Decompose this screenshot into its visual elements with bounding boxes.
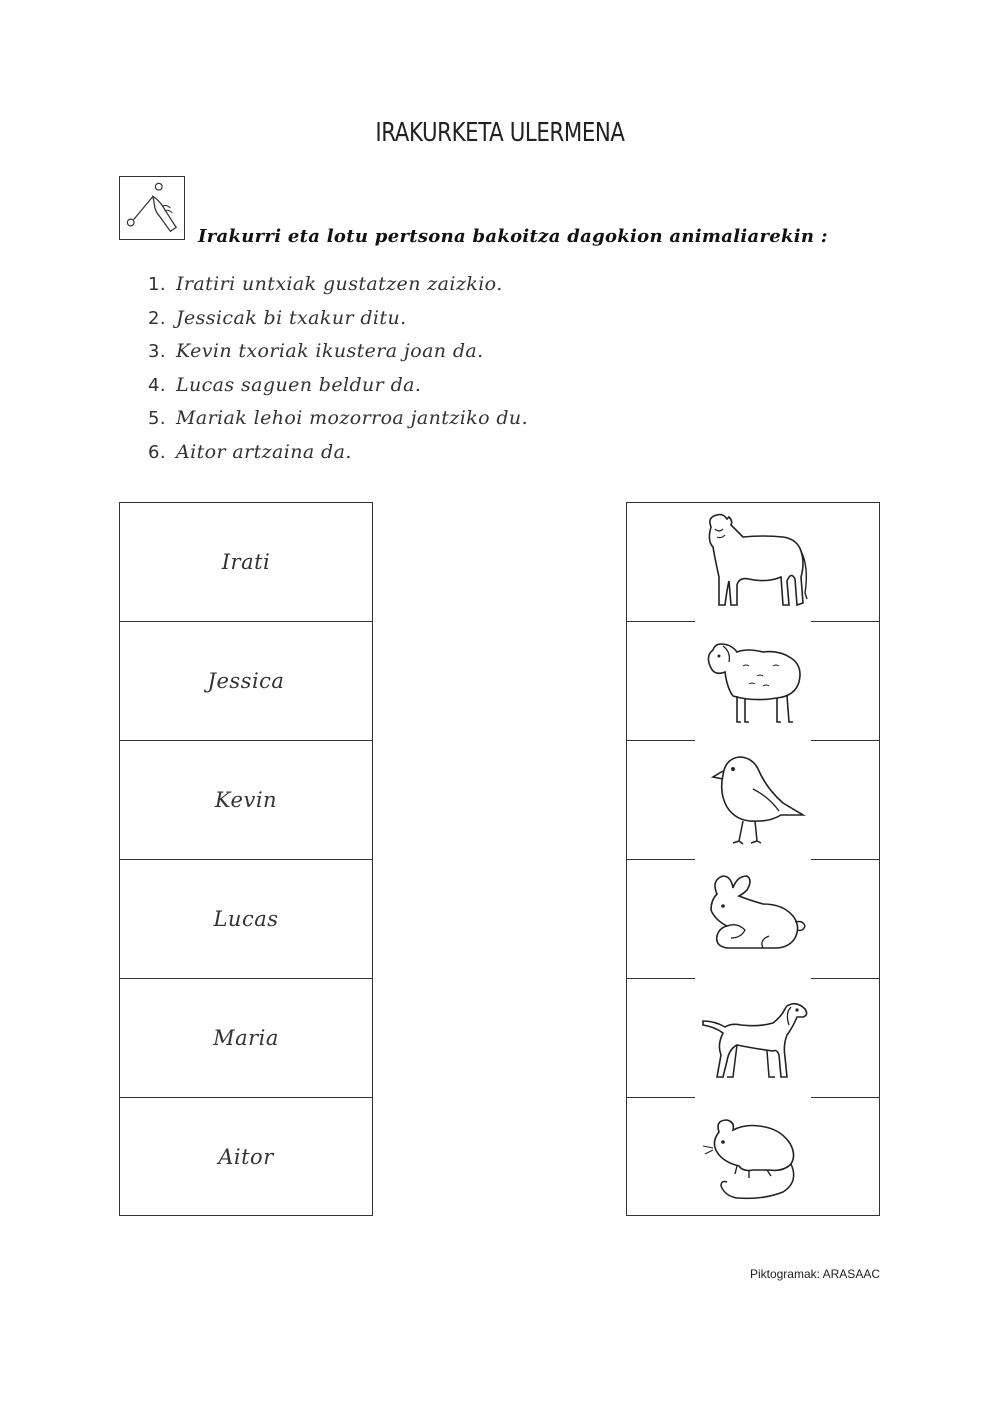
credit-text: Piktogramak: ARASAAC [749, 1267, 880, 1281]
draw-line-hand-icon [119, 176, 185, 240]
sentence-item: 6. Aitor artzaina da. [148, 440, 352, 463]
page-title: IRAKURKETA ULERMENA [375, 118, 625, 148]
animal-card-lioness[interactable] [627, 503, 879, 622]
sentence-item: 5. Mariak lehoi mozorroa jantziko du. [148, 407, 529, 429]
name-card-maria[interactable]: Maria [120, 979, 372, 1098]
animals-column [626, 502, 880, 1216]
rabbit-icon [693, 864, 813, 974]
animal-card-dog[interactable] [627, 979, 879, 1098]
name-card-kevin[interactable]: Kevin [120, 741, 372, 860]
bird-icon [693, 745, 813, 855]
instruction-text: Irakurri eta lotu pertsona bakoitza dagokion animaliarekin : [198, 226, 828, 247]
mouse-icon [693, 1102, 813, 1212]
names-column [119, 502, 373, 1216]
lioness-icon [693, 507, 813, 617]
animal-card-bird[interactable] [627, 741, 879, 860]
animal-card-mouse[interactable] [627, 1098, 879, 1215]
animal-card-sheep[interactable] [627, 622, 879, 741]
sentence-list [148, 268, 528, 469]
dog-icon [693, 983, 813, 1093]
name-card-aitor[interactable]: Aitor [218, 1144, 274, 1169]
sentence-item: 3. Kevin txoriak ikustera joan da. [148, 340, 484, 362]
sentence-item: 1. Iratiri untxiak gustatzen zaizkio. [148, 273, 503, 295]
sentence-item: 2. Jessicak bi txakur ditu. [148, 306, 407, 329]
animal-card-rabbit[interactable] [627, 860, 879, 979]
name-card-irati[interactable]: Irati [120, 503, 372, 622]
sheep-icon [693, 626, 813, 736]
name-card-lucas[interactable]: Lucas [120, 860, 372, 979]
sentence-item: 4. Lucas saguen beldur da. [148, 373, 422, 396]
name-card-jessica[interactable]: Jessica [120, 622, 372, 741]
